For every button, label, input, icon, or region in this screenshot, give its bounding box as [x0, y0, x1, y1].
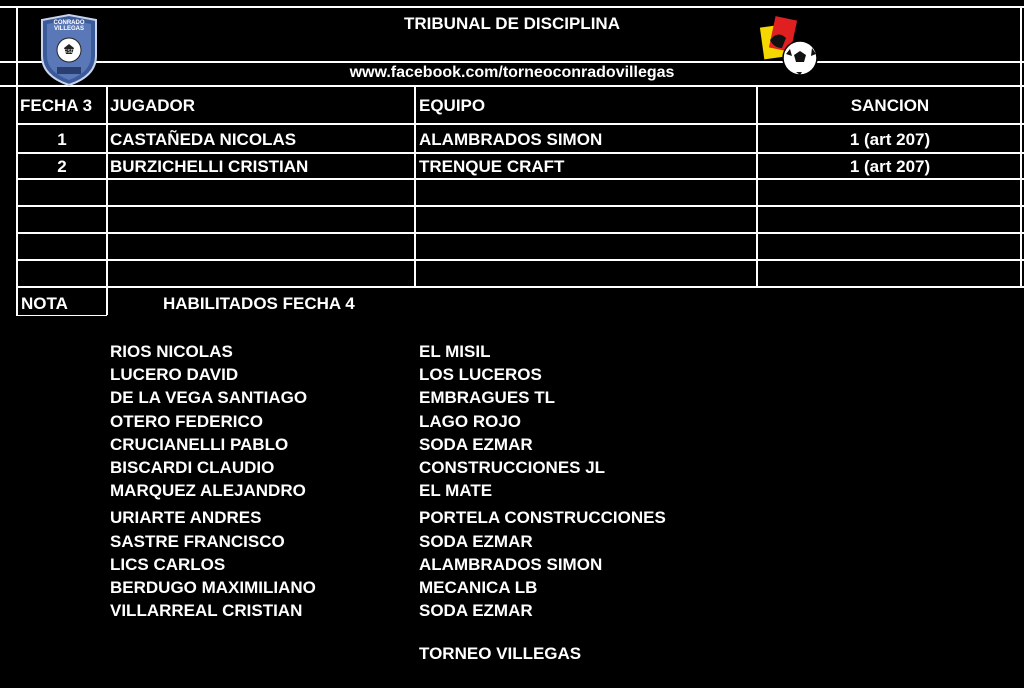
logo-text: CONRADO VILLEGAS: [53, 20, 85, 32]
table-row-sancion: 1 (art 207): [849, 157, 931, 176]
list-item: CRUCIANELLI PABLO: [110, 434, 289, 454]
list-item: OTERO FEDERICO: [110, 411, 264, 431]
list-item: SASTRE FRANCISCO: [110, 531, 285, 551]
list-item: EMBRAGUES TL: [419, 388, 555, 408]
grid-line: [0, 85, 1024, 87]
list-item: EL MATE: [419, 481, 493, 501]
page-title: TRIBUNAL DE DISCIPLINA: [404, 14, 620, 33]
logo-since: DESDE: [60, 49, 78, 55]
table-row-sancion: 1 (art 207): [849, 130, 931, 149]
list-item: BERDUGO MAXIMILIANO: [110, 578, 316, 598]
facebook-url[interactable]: www.facebook.com/torneoconradovillegas: [349, 64, 675, 81]
list-item: LUCERO DAVID: [110, 365, 239, 385]
grid-line: [414, 85, 416, 286]
nota-label: NOTA: [21, 294, 68, 313]
grid-line: [16, 205, 1024, 207]
table-row-jugador: CASTAÑEDA NICOLAS: [110, 130, 297, 149]
list-item: SODA EZMAR: [419, 601, 533, 621]
list-item: LOS LUCEROS: [419, 365, 542, 385]
list-item: DE LA VEGA SANTIAGO: [110, 388, 308, 408]
habilitados-heading: HABILITADOS FECHA 4: [163, 294, 355, 313]
list-item: SODA EZMAR: [419, 531, 533, 551]
grid-line: [16, 286, 1024, 288]
list-item: SODA EZMAR: [419, 434, 533, 454]
list-item: MARQUEZ ALEJANDRO: [110, 481, 306, 501]
grid-line: [16, 152, 1024, 154]
habilitados-equipos: [419, 340, 666, 622]
grid-line: [16, 178, 1024, 180]
table-row-equipo: TRENQUE CRAFT: [419, 157, 565, 176]
list-item: EL MISIL: [419, 342, 491, 361]
table-row-number: 1: [57, 130, 67, 149]
habilitados-jugadores: [110, 340, 316, 622]
col-equipo-header: EQUIPO: [419, 96, 486, 115]
list-item: LAGO ROJO: [419, 411, 522, 431]
list-item: PORTELA CONSTRUCCIONES: [419, 508, 666, 528]
list-item: CONSTRUCCIONES JL: [419, 458, 606, 478]
col-sancion-header: SANCION: [850, 96, 930, 115]
logo-year: 1970: [63, 55, 75, 61]
col-jugador-header: JUGADOR: [110, 96, 196, 115]
col-fecha-header: FECHA 3: [20, 96, 93, 115]
footer-text: TORNEO VILLEGAS: [419, 644, 582, 663]
list-item: URIARTE ANDRES: [110, 508, 262, 528]
grid-line: [16, 315, 107, 316]
list-item: ALAMBRADOS SIMON: [419, 554, 603, 574]
grid-line: [0, 6, 1024, 8]
grid-line: [106, 85, 108, 315]
grid-line: [0, 61, 1024, 63]
list-item: LICS CARLOS: [110, 554, 226, 574]
grid-line: [16, 259, 1024, 261]
list-item: MECANICA LB: [419, 578, 538, 598]
grid-line: [16, 123, 1024, 125]
grid-line: [16, 232, 1024, 234]
table-row-number: 2: [57, 157, 67, 176]
table-row-jugador: BURZICHELLI CRISTIAN: [110, 157, 309, 176]
list-item: BISCARDI CLAUDIO: [110, 458, 275, 478]
list-item: VILLARREAL CRISTIAN: [110, 601, 303, 621]
list-item: RIOS NICOLAS: [110, 342, 233, 361]
table-row-equipo: ALAMBRADOS SIMON: [419, 130, 603, 149]
